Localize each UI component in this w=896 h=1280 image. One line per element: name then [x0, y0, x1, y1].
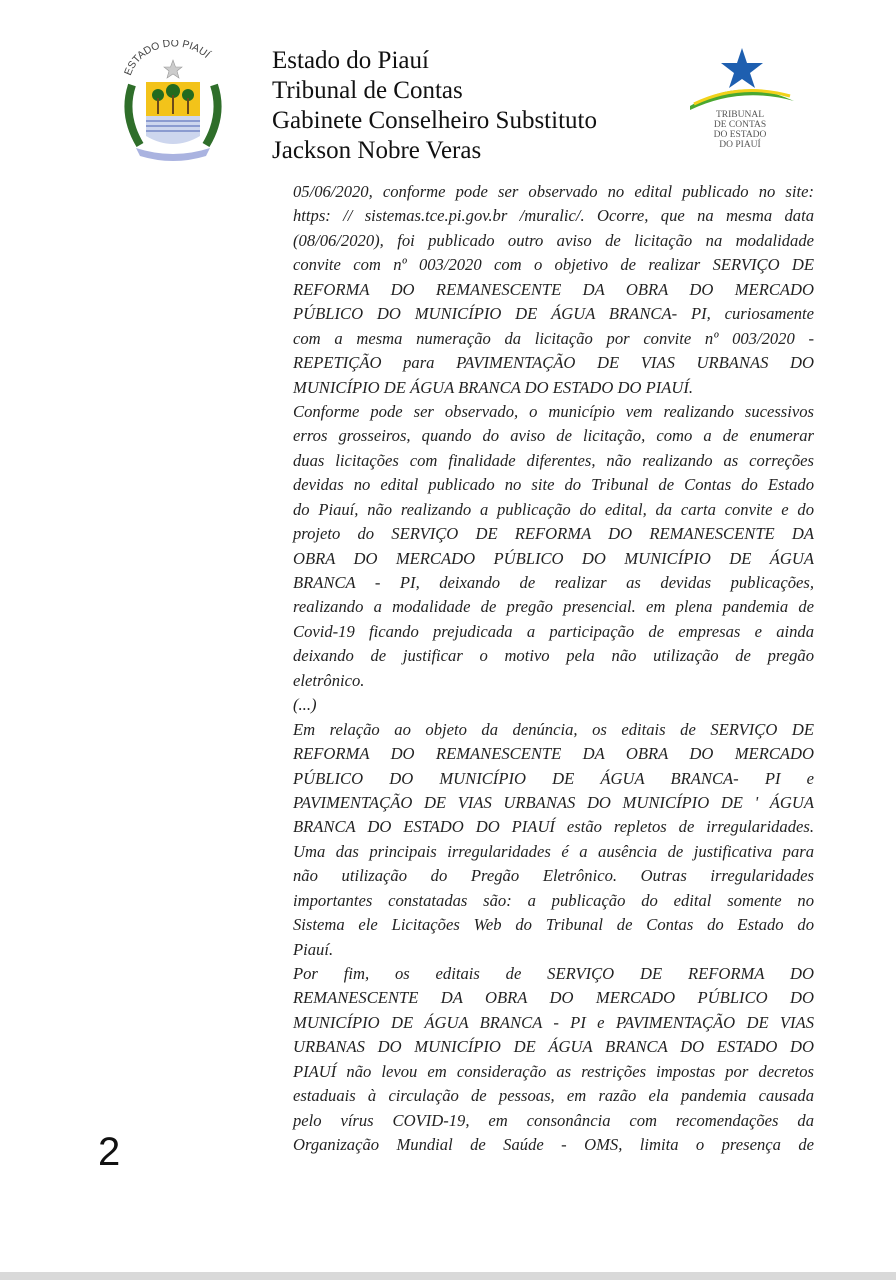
- text-line: BRANCA DO ESTADO DO PIAUÍ estão repletos de irregularidades.: [293, 817, 814, 837]
- text-line: https: // sistemas.tce.pi.gov.br /muralic/. Ocorre, que na mesma data: [293, 206, 814, 226]
- header-office: Gabinete Conselheiro Substituto: [272, 107, 597, 134]
- tce-logo-line: DO ESTADO: [713, 130, 767, 140]
- text-line: MUNICÍPIO DE ÁGUA BRANCA - PI e PAVIMENTAÇÃO DE VIAS: [293, 1012, 814, 1032]
- text-line: projeto do SERVIÇO DE REFORMA DO REMANESCENTE DA: [293, 524, 814, 544]
- text-line: não utilização do Pregão Eletrônico. Outras irregularidades: [293, 866, 814, 886]
- text-line: PIAUÍ não levou em consideração as restrições impostas por decretos: [293, 1061, 814, 1081]
- svg-text:ESTADO DO PIAUÍ: ESTADO DO PIAUÍ: [122, 40, 213, 78]
- text-line: PÚBLICO DO MUNICÍPIO DE ÁGUA BRANCA- PI, curiosamente: [293, 304, 814, 324]
- text-line: (...): [293, 695, 317, 715]
- header-councillor: Jackson Nobre Veras: [272, 137, 482, 164]
- text-line: Por fim, os editais de SERVIÇO DE REFORMA DO: [293, 964, 814, 983]
- tce-logo-line: DE CONTAS: [713, 120, 767, 130]
- text-line: REMANESCENTE DA OBRA DO MERCADO PÚBLICO DO: [293, 988, 814, 1008]
- paragraph: [293, 718, 814, 962]
- text-line: estaduais à circulação de pessoas, em razão ela pandemia causada: [293, 1086, 814, 1106]
- text-line: erros grosseiros, quando do aviso de licitação, como a de enumerar: [293, 426, 814, 446]
- tce-logo-line: DO PIAUÍ: [719, 140, 761, 150]
- text-line: convite com nº 003/2020 com o objetivo de realizar SERVIÇO DE: [293, 255, 814, 275]
- text-line: realizando a modalidade de pregão presencial. em plena pandemia de: [293, 597, 814, 617]
- tce-logo-line: TRIBUNAL: [715, 110, 765, 120]
- text-line: com a mesma numeração da licitação por convite nº 003/2020 -: [293, 328, 814, 348]
- text-line: PAVIMENTAÇÃO DE VIAS URBANAS DO MUNICÍPIO DE ' ÁGUA: [293, 792, 814, 812]
- text-line: pelo vírus COVID-19, em consonância com recomendações da: [293, 1110, 814, 1130]
- text-line: Conforme pode ser observado, o município vem realizando sucessivos: [293, 401, 814, 421]
- text-line: MUNICÍPIO DE ÁGUA BRANCA DO ESTADO DO PIAUÍ.: [293, 377, 694, 397]
- paragraph: [293, 962, 814, 1158]
- text-line: do Piauí, não realizando a publicação do edital, da carta convite e do: [293, 499, 814, 519]
- header-state: Estado do Piauí: [272, 47, 429, 74]
- page-number: 2: [98, 1130, 121, 1174]
- text-line: eletrônico.: [293, 670, 365, 690]
- text-line: REFORMA DO REMANESCENTE DA OBRA DO MERCADO: [293, 279, 814, 299]
- paragraph: [293, 693, 814, 717]
- text-line: devidas no edital publicado no site do Tribunal de Contas do Estado: [293, 475, 814, 495]
- text-line: Em relação ao objeto da denúncia, os editais de SERVIÇO DE: [293, 719, 814, 739]
- text-line: deixando de justificar o motivo pela não utilização de pregão: [293, 646, 814, 666]
- text-line: BRANCA - PI, deixando de realizar as devidas publicações,: [293, 573, 814, 592]
- text-line: duas licitações com finalidade diferentes, não realizando as correções: [293, 450, 814, 470]
- text-line: OBRA DO MERCADO PÚBLICO DO MUNICÍPIO DE ÁGUA: [293, 548, 814, 568]
- paragraph: [293, 400, 814, 693]
- letterhead: [272, 46, 597, 166]
- tce-pi-logo: [680, 46, 800, 166]
- text-line: importantes constatadas são: a publicação do edital somente no: [293, 890, 814, 910]
- viewer-bottom-bar: [0, 1272, 896, 1280]
- text-line: 05/06/2020, conforme pode ser observado no edital publicado no site:: [293, 182, 814, 201]
- header-court: Tribunal de Contas: [272, 77, 463, 104]
- text-line: Organização Mundial de Saúde - OMS, limita o presença de: [293, 1135, 814, 1155]
- text-line: Piauí.: [293, 939, 334, 959]
- text-line: Covid-19 ficando prejudicada a participação de empresas e ainda: [293, 621, 814, 641]
- text-line: URBANAS DO MUNICÍPIO DE ÁGUA BRANCA DO ESTADO DO: [293, 1037, 814, 1057]
- paragraph: [293, 180, 814, 400]
- text-line: Sistema ele Licitações Web do Tribunal de Contas do Estado do: [293, 915, 814, 935]
- text-line: PÚBLICO DO MUNICÍPIO DE ÁGUA BRANCA- PI e: [293, 768, 814, 788]
- state-coat-of-arms-logo: [118, 40, 228, 165]
- text-line: REFORMA DO REMANESCENTE DA OBRA DO MERCADO: [293, 744, 814, 764]
- text-line: (08/06/2020), foi publicado outro aviso de licitação na modalidade: [293, 230, 814, 250]
- text-line: Uma das principais irregularidades é a ausência de justificativa para: [293, 841, 814, 861]
- text-line: REPETIÇÃO para PAVIMENTAÇÃO DE VIAS URBANAS DO: [293, 353, 814, 373]
- document-body: [293, 180, 814, 1158]
